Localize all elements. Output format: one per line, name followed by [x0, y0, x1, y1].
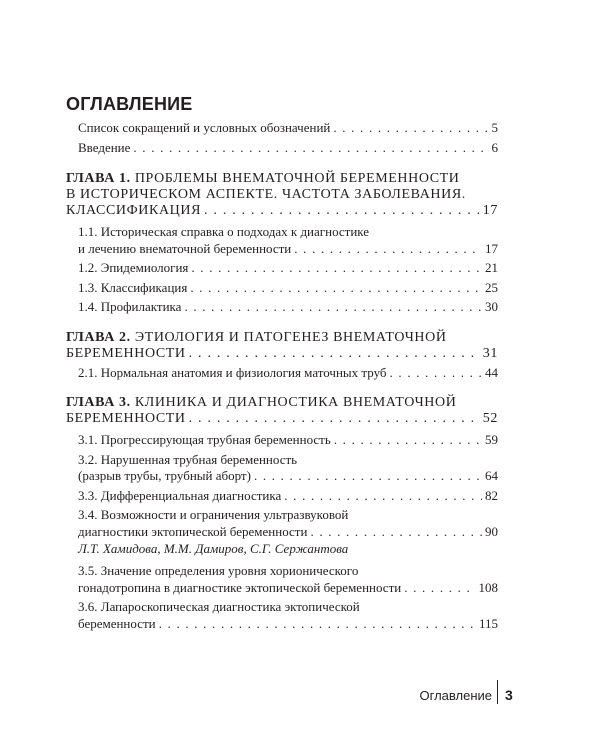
page-ref: 115 — [478, 615, 498, 631]
toc-section-3-3[interactable]: 3.3. Дифференциальная диагностика . . . 82 — [78, 488, 498, 505]
page-ref: 64 — [485, 468, 498, 483]
page-ref: 21 — [485, 260, 498, 275]
page-ref: 44 — [485, 364, 498, 380]
toc-entry-introduction[interactable]: Введение . . . 6 — [78, 140, 498, 157]
toc-section-1-3[interactable]: 1.3. Классификация . . . 25 — [78, 280, 498, 297]
page-ref: 31 — [482, 345, 498, 361]
toc-section-3-4[interactable]: 3.4. Возможности и ограничения ультразвуковой диагностики эктопической беременности . . . 90 — [78, 507, 498, 540]
footer-divider — [497, 680, 498, 704]
page-ref: 108 — [478, 579, 498, 595]
page-ref: 90 — [485, 523, 498, 539]
page-ref: 25 — [485, 279, 498, 295]
page-ref: 17 — [482, 203, 498, 218]
running-footer-label: Оглавление — [419, 688, 492, 703]
page-ref: 5 — [491, 120, 498, 135]
toc-section-3-2[interactable]: 3.2. Нарушенная трубная беременность (разрыв трубы, трубный аборт) . . . 64 — [78, 452, 498, 485]
toc-section-2-1[interactable]: 2.1. Нормальная анатомия и физиология маточных труб . . . 44 — [78, 365, 498, 382]
toc-section-1-2[interactable]: 1.2. Эпидемиология . . . 21 — [78, 260, 498, 277]
page-ref: 6 — [491, 139, 498, 155]
toc-chapter-3[interactable]: ГЛАВА 3. КЛИНИКА И ДИАГНОСТИКА ВНЕМАТОЧНОЙ БЕРЕМЕННОСТИ . . . 52 — [66, 395, 498, 427]
chapter-number: ГЛАВА 2. — [66, 329, 131, 345]
chapter-number: ГЛАВА 3. — [66, 395, 131, 410]
toc-section-3-6[interactable]: 3.6. Лапароскопическая диагностика эктопической беременности . . . 115 — [78, 599, 498, 632]
toc-section-1-4[interactable]: 1.4. Профилактика . . . 30 — [78, 299, 498, 316]
page-ref: 30 — [485, 299, 498, 314]
section-authors: Л.Т. Хамидова, М.М. Дамиров, С.Г. Сержантова — [78, 541, 349, 556]
page-ref: 52 — [482, 411, 498, 426]
toc-chapter-2[interactable]: ГЛАВА 2. ЭТИОЛОГИЯ И ПАТОГЕНЕЗ ВНЕМАТОЧНОЙ БЕРЕМЕННОСТИ . . . 31 — [66, 330, 498, 362]
chapter-number: ГЛАВА 1. — [66, 171, 131, 186]
table-of-contents — [66, 120, 498, 632]
page-ref: 17 — [485, 240, 498, 256]
toc-entry-abbreviations[interactable]: Список сокращений и условных обозначений . . . 5 — [78, 120, 498, 137]
page-number: 3 — [505, 687, 513, 703]
toc-section-1-1[interactable]: 1.1. Историческая справка о подходах к диагностике и лечению внематочной беременности . . . 17 — [78, 224, 498, 257]
toc-chapter-1[interactable]: ГЛАВА 1. ПРОБЛЕМЫ ВНЕМАТОЧНОЙ БЕРЕМЕННОСТИ В ИСТОРИЧЕСКОМ АСПЕКТЕ. ЧАСТОТА ЗАБОЛЕВАНИЯ. КЛАССИФИКАЦИЯ . . . 17 — [66, 171, 498, 219]
toc-section-3-1[interactable]: 3.1. Прогрессирующая трубная беременность . . . 59 — [78, 432, 498, 449]
page-title: ОГЛАВЛЕНИЕ — [66, 94, 193, 114]
page-ref: 59 — [485, 432, 498, 447]
page-ref: 82 — [485, 487, 498, 503]
toc-section-3-5[interactable]: 3.5. Значение определения уровня хорионического гонадотропина в диагностике эктопической беременности . . . 108 — [78, 563, 498, 596]
